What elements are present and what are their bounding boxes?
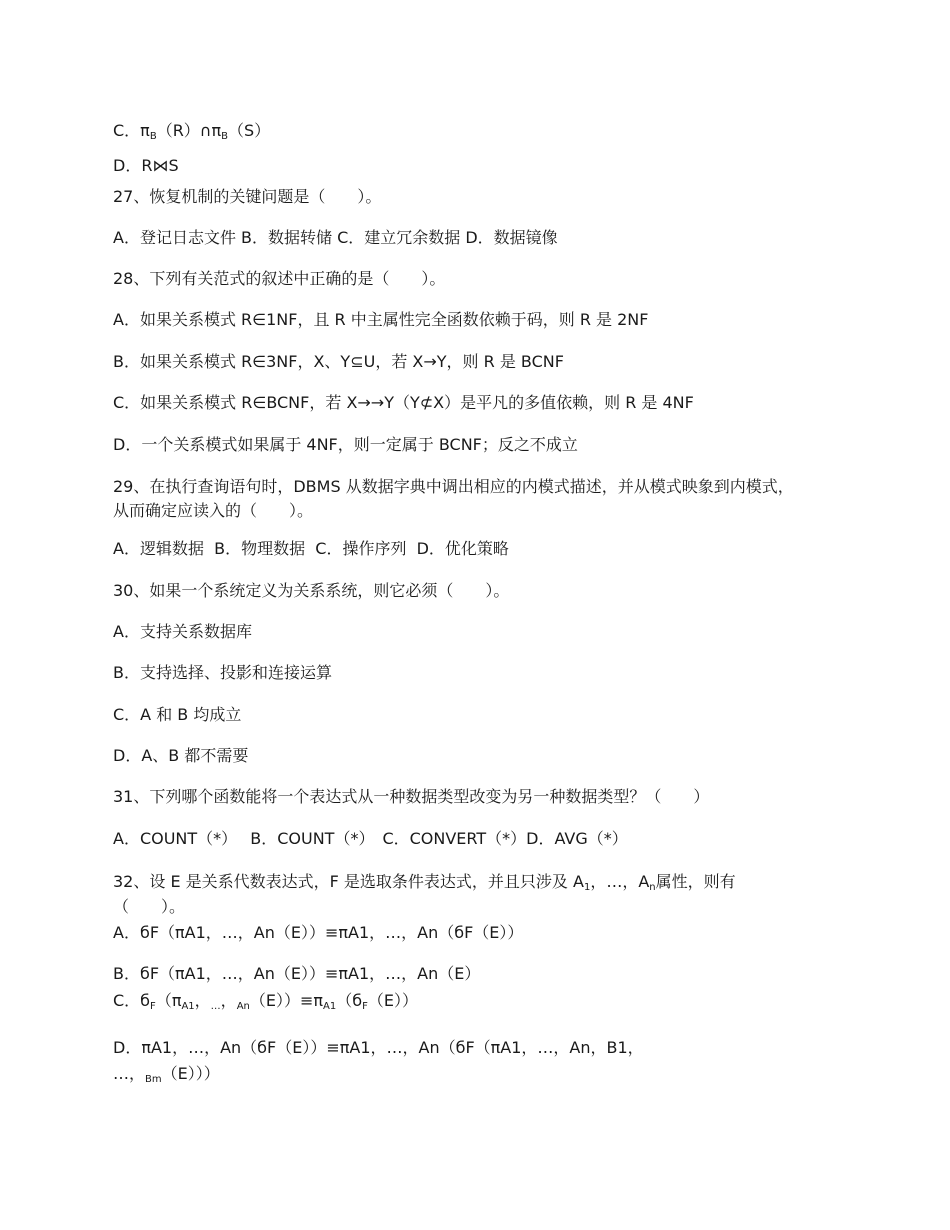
- option-26-c: C．$\pi_B(R)\cap\pi_B(S)$: [113, 121, 271, 142]
- question-32-line1: 32、设 E 是关系代数表达式，F 是选取条件表达式，并且只涉及 $A_1$，…，$A_n$属性，则有: [113, 872, 736, 893]
- option-28-a: A．如果关系模式 R∈1NF，且 R 中主属性完全函数依赖于码，则 R 是 2NF: [113, 310, 649, 329]
- question-31: 31、下列哪个函数能将一个表达式从一种数据类型改变为另一种数据类型？（ ）: [113, 787, 710, 806]
- option-28-b: B．如果关系模式 R∈3NF，X、Y⊆U，若 X→Y，则 R 是 BCNF: [113, 352, 564, 371]
- option-32-b: B．бF（πA1，…，An（E））≡πA1，…，An（E）: [113, 964, 481, 983]
- option-30-a: A．支持关系数据库: [113, 622, 252, 641]
- question-30: 30、如果一个系统定义为关系系统，则它必须（ ）。: [113, 581, 510, 600]
- question-31-options: A．COUNT（*） B．COUNT（*） C．CONVERT（*）D．AVG（*）: [113, 829, 628, 848]
- question-27: 27、恢复机制的关键问题是（ ）。: [113, 187, 382, 206]
- option-28-c: C．如果关系模式 R∈BCNF，若 X→→Y（Y⊄X）是平凡的多值依赖，则 R 是 4NF: [113, 393, 694, 412]
- question-29-line1: 29、在执行查询语句时，DBMS 从数据字典中调出相应的内模式描述，并从模式映象到内模式，: [113, 477, 794, 496]
- option-30-d: D．A、B 都不需要: [113, 746, 249, 765]
- option-26-d: D．R⋈S: [113, 156, 179, 175]
- question-29-options: A．逻辑数据 B．物理数据 C．操作序列 D．优化策略: [113, 539, 509, 558]
- question-27-options: A．登记日志文件 B．数据转储 C．建立冗余数据 D．数据镜像: [113, 228, 558, 247]
- option-32-d-line1: D．πA1，…，An（бF（E））≡πA1，…，An（бF（πA1，…，An，B1，: [113, 1038, 644, 1057]
- option-32-c: C．$б_F(\pi_{A1}$，$_\dots$，$_{An}(E))\equiv\pi_{A1}(б_F(E))$: [113, 991, 418, 1012]
- question-29-line2: 从而确定应读入的（ ）。: [113, 501, 314, 520]
- question-28: 28、下列有关范式的叙述中正确的是（ ）。: [113, 269, 446, 288]
- option-30-c: C．A 和 B 均成立: [113, 705, 242, 724]
- option-32-d-line2: …，$_{Bm}$（E）））: [113, 1064, 220, 1085]
- option-28-d: D．一个关系模式如果属于 4NF，则一定属于 BCNF；反之不成立: [113, 435, 578, 454]
- question-32-line2: （ ）。: [113, 897, 186, 916]
- option-32-a: A．бF（πA1，…，An（E））≡πA1，…，An（бF（E））: [113, 923, 524, 942]
- option-30-b: B．支持选择、投影和连接运算: [113, 663, 332, 682]
